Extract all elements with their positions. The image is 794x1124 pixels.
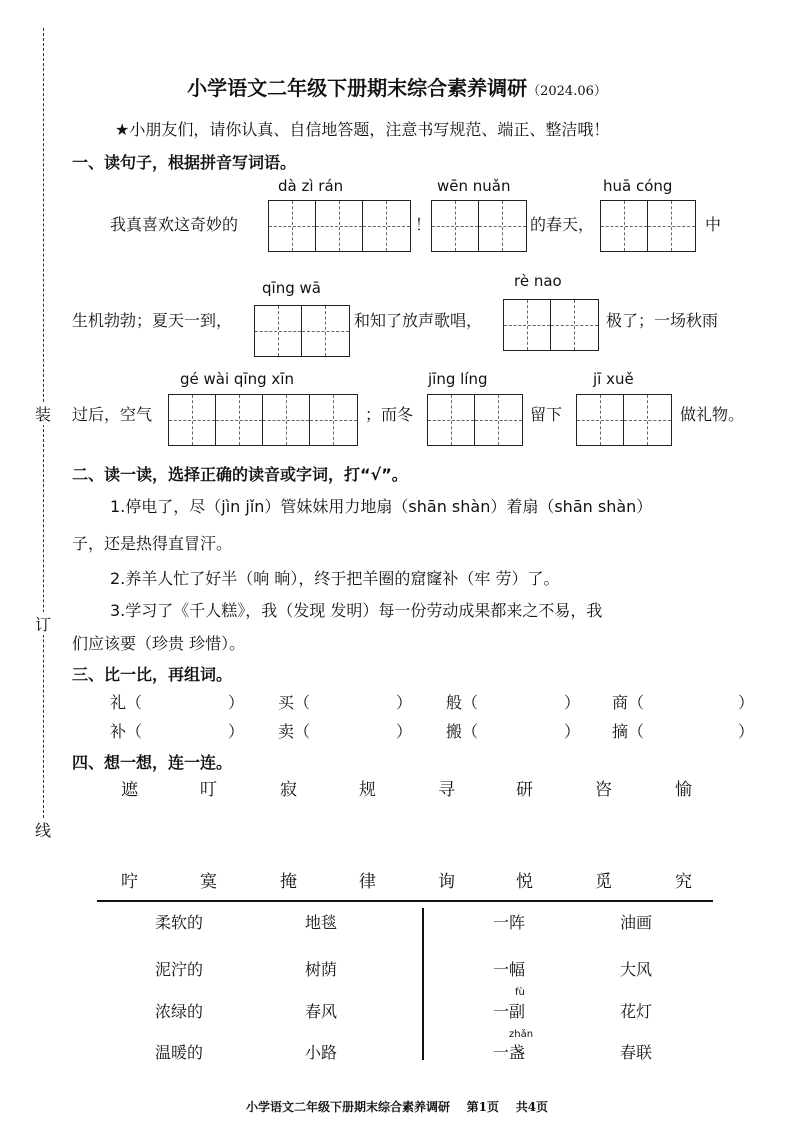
match-right-noun[interactable]: 花灯 (620, 1002, 653, 1021)
s3-row2-item: 补（ (110, 722, 143, 741)
page-footer: 小学语文二年级下册期末综合素养调研 第1页 共4页 (245, 1100, 549, 1114)
match-bottom-char[interactable]: 究 (675, 872, 692, 892)
s3-row1-item: ） (564, 693, 581, 712)
s3-row1-item: ） (228, 693, 245, 712)
s3-row1-item: ） (738, 693, 755, 712)
match-top-char[interactable]: 叮 (200, 780, 217, 800)
s3-row1-item: 般（ (446, 693, 479, 712)
s3-row2-item: 搬（ (446, 722, 479, 741)
s3-row2-item: 摘（ (612, 722, 645, 741)
pinyin-renao: rè nao (514, 272, 562, 290)
match-bottom-char[interactable]: 询 (438, 872, 455, 892)
match-left-adj[interactable]: 温暖的 (155, 1043, 204, 1062)
pinyin-zhan: zhǎn (509, 1029, 534, 1040)
binding-zhuang: 装 (35, 402, 51, 425)
s3-row2-item: ） (564, 722, 581, 741)
s1-line3-mid2: 留下 (530, 405, 563, 424)
title-year: （2024.06） (527, 84, 607, 99)
s1-line2-after: 极了；一场秋雨 (606, 311, 719, 330)
match-right-measure[interactable]: 一盏 (493, 1043, 526, 1062)
s1-line2-before: 生机勃勃；夏天一到， (72, 311, 233, 330)
match-bottom-char[interactable]: 掩 (280, 872, 297, 892)
title-text: 小学语文二年级下册期末综合素养调研 (187, 76, 528, 100)
section4-divider (97, 900, 713, 902)
writing-grid-2[interactable] (431, 200, 527, 252)
s3-row2-item: ） (396, 722, 413, 741)
s1-line3-mid: ；而冬 (365, 405, 414, 424)
match-top-char[interactable]: 规 (359, 780, 376, 800)
match-bottom-char[interactable]: 觅 (595, 872, 612, 892)
s3-row2-item: 卖（ (278, 722, 311, 741)
pinyin-jingling: jīng líng (428, 370, 488, 388)
pinyin-darán: dà zì rán (278, 177, 344, 195)
s3-row1-item: ） (396, 693, 413, 712)
match-top-char[interactable]: 咨 (595, 780, 612, 800)
writing-grid-2[interactable] (576, 394, 672, 446)
s2-q3-line1: 3.学习了《千人糕》，我（发现 发明）每一份劳动成果都来之不易，我 (110, 601, 603, 620)
s1-line1-after2: 的春天， (530, 215, 595, 234)
binding-xian: 线 (35, 818, 51, 841)
match-top-char[interactable]: 遮 (121, 780, 138, 800)
s2-q1-line1: 1.停电了，尽（jìn jǐn）管妹妹用力地扇（shān shàn）着扇（shān shàn） (110, 497, 653, 516)
section4-vertical-divider (422, 908, 424, 1060)
match-top-char[interactable]: 寂 (280, 780, 297, 800)
pinyin-jixue: jī xuě (593, 370, 634, 388)
match-top-char[interactable]: 愉 (675, 780, 692, 800)
instruction: ★小朋友们，请你认真、自信地答题，注意书写规范、端正、整洁哦！ (115, 120, 610, 139)
s3-row2-item: ） (738, 722, 755, 741)
writing-grid-2[interactable] (427, 394, 523, 446)
pinyin-wennuan: wēn nuǎn (437, 177, 511, 195)
match-left-noun[interactable]: 春风 (305, 1002, 338, 1021)
section2-heading: 二、读一读，选择正确的读音或字词，打“√”。 (72, 465, 408, 484)
pinyin-fu: fù (515, 987, 525, 998)
match-bottom-char[interactable]: 寞 (200, 872, 217, 892)
match-right-measure[interactable]: 一副 (493, 1002, 526, 1021)
match-left-noun[interactable]: 小路 (305, 1043, 338, 1062)
writing-grid-2[interactable] (600, 200, 696, 252)
s1-line1-after1: ！ (415, 215, 432, 234)
match-left-adj[interactable]: 泥泞的 (155, 960, 204, 979)
s1-line1-before: 我真喜欢这奇妙的 (110, 215, 239, 234)
s1-line2-mid: 和知了放声歌唱， (354, 311, 483, 330)
writing-grid-2[interactable] (254, 305, 350, 357)
s3-row1-item: 商（ (612, 693, 645, 712)
match-left-noun[interactable]: 树荫 (305, 960, 338, 979)
match-right-measure[interactable]: 一阵 (493, 913, 526, 932)
section4-heading: 四、想一想，连一连。 (72, 753, 233, 772)
s3-row2-item: ） (228, 722, 245, 741)
s3-row1-item: 礼（ (110, 693, 143, 712)
s1-line1-after3: 中 (705, 215, 722, 234)
binding-ding: 订 (35, 612, 51, 635)
s2-q3-line2: 们应该要（珍贵 珍惜）。 (72, 634, 246, 653)
match-top-char[interactable]: 寻 (438, 780, 455, 800)
match-right-noun[interactable]: 春联 (620, 1043, 653, 1062)
section1-heading: 一、读句子，根据拼音写词语。 (72, 153, 297, 172)
writing-grid-4[interactable] (168, 394, 358, 446)
s3-row1-item: 买（ (278, 693, 311, 712)
page-title (0, 72, 794, 101)
match-right-measure[interactable]: 一幅 (493, 960, 526, 979)
pinyin-huacong: huā cóng (603, 177, 673, 195)
writing-grid-3[interactable] (268, 200, 411, 252)
s1-line3-before: 过后，空气 (72, 405, 153, 424)
pinyin-gewaiqingxin: gé wài qīng xīn (180, 370, 294, 388)
match-right-noun[interactable]: 大风 (620, 960, 653, 979)
match-bottom-char[interactable]: 咛 (121, 872, 138, 892)
match-left-noun[interactable]: 地毯 (305, 913, 338, 932)
s1-line3-after: 做礼物。 (680, 405, 745, 424)
s2-q1-line2: 子，还是热得直冒汗。 (72, 534, 233, 553)
binding-dashed-line (43, 28, 44, 828)
match-bottom-char[interactable]: 律 (359, 872, 376, 892)
match-left-adj[interactable]: 柔软的 (155, 913, 204, 932)
section3-heading: 三、比一比，再组词。 (72, 665, 233, 684)
match-right-noun[interactable]: 油画 (620, 913, 653, 932)
match-top-char[interactable]: 研 (516, 780, 533, 800)
writing-grid-2[interactable] (503, 299, 599, 351)
pinyin-qingwa: qīng wā (262, 279, 321, 297)
match-bottom-char[interactable]: 悦 (516, 872, 533, 892)
match-left-adj[interactable]: 浓绿的 (155, 1002, 204, 1021)
s2-q2: 2.养羊人忙了好半（响 晌），终于把羊圈的窟窿补（牢 劳）了。 (110, 569, 560, 588)
